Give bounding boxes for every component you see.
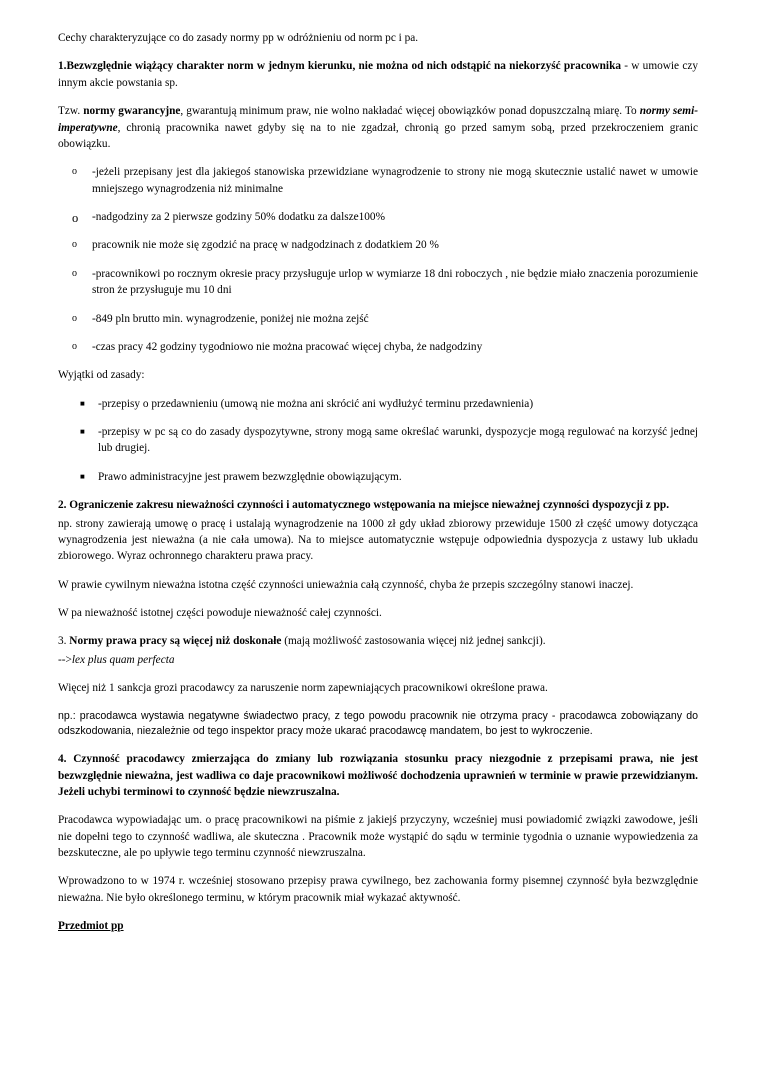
point-2-body: np. strony zawierają umowę o pracę i ustalają wynagrodzenie na 1000 zł gdy układ zbiorowy przewiduje 1500 zł część umowy dotycząca wynagrodzenia jest nieważna (a nie cała umowa). Na to miejsce automatycznie wstępuje odpowiednia dyspozycja z ustawy lub układu zbiorowego. Wyraz ochronnego charakteru prawa pracy.: [58, 517, 698, 563]
list-item-text: -pracownikowi po rocznym okresie pracy przysługuje urlop w wymiarze 18 dni roboczych , nie będzie miało znaczenia porozumienie stron że przysługuje mu 10 dni: [92, 267, 698, 297]
circle-bullet-icon: o: [72, 267, 77, 279]
list-item: [58, 209, 698, 225]
point-2-heading: [58, 497, 698, 513]
rok-1974-paragraph: Wprowadzono to w 1974 r. wcześniej stosowano przepisy prawa cywilnego, bez zachowania formy pisemnej czynność była bezwzględnie nieważna. Nie było określonego terminu, w którym pracownik miał wykazać aktywność.: [58, 875, 698, 904]
wyjatki-label: Wyjątki od zasady:: [58, 369, 145, 382]
wypowiadajac-paragraph: Pracodawca wypowiadając um. o pracę pracownikowi na piśmie z jakiejś przyczyny, wcześniej musi powiadomić związki zawodowe, jeśli nie dopełni tego to czynność wadliwa, ale skuteczna . Pracownik może wystąpić do sądu w terminie tygodnia o uznanie wypowiedzenia za bezskuteczne, ale po upływie tego terminu czynność niewzruszalna.: [58, 814, 698, 860]
square-bullet-icon: ■: [80, 471, 85, 481]
point-1-paragraph: [58, 58, 698, 91]
square-bullet-icon: ■: [80, 427, 85, 436]
list-item: [58, 339, 698, 355]
circle-bullet-list: [58, 164, 698, 355]
list-item-text: pracownik nie może się zgodzić na pracę w nadgodzinach z dodatkiem 20 %: [92, 239, 439, 252]
list-item: [58, 266, 698, 299]
list-item: [58, 469, 698, 485]
point-4-paragraph: [58, 751, 698, 800]
list-item: [58, 424, 698, 457]
point-3-bold-text: Normy prawa pracy są więcej niż doskonałe: [69, 635, 282, 648]
list-item: [58, 237, 698, 253]
point-4-bold-text: 4. Czynność pracodawcy zmierzająca do zmiany lub rozwiązania stosunku pracy niezgodnie z przepisami prawa, nie jest bezwzględnie nieważna, jest wadliwa co daje pracownikowi możliwość dochodzenia uprawnień w terminie w prawie przewidzianym. Jeżeli uchybi terminowi to czynność będzie niewzruszalna.: [58, 753, 698, 798]
point-1-bold-text: 1.Bezwzględnie wiążący charakter norm w jednym kierunku, nie można od nich odstąpić na niekorzyść pracownika: [58, 60, 622, 73]
list-item: [58, 396, 698, 412]
list-item-text: -przepisy o przedawnieniu (umową nie można ani skrócić ani wydłużyć terminu przedawnienia): [98, 397, 534, 410]
list-item-text: -nadgodziny za 2 pierwsze godziny 50% dodatku za dalsze100%: [92, 211, 385, 223]
gwarancyjne-bolditalic-1: normy semi-imperatywne: [58, 105, 698, 134]
list-item-text: -849 pln brutto min. wynagrodzenie, poniżej nie można zejść: [92, 312, 369, 325]
gwarancyjne-text-1: Tzw.: [58, 105, 84, 118]
gwarancyjne-text-3: , chronią pracownika nawet gdyby się na to nie zgadzał, chronią go przed samym sobą, przed przekroczeniem granic obowiązku.: [58, 121, 698, 150]
list-item: [58, 311, 698, 327]
circle-bullet-icon: o: [72, 166, 77, 178]
arrow-glyph: -->: [58, 653, 72, 666]
prawo-cywilne-paragraph: W prawie cywilnym nieważna istotna część czynności unieważnia całą czynność, chyba że przepis szczególny stanowi inaczej.: [58, 578, 634, 591]
list-item-text: Prawo administracyjne jest prawem bezwzględnie obowiązującym.: [98, 470, 402, 483]
gwarancyjne-paragraph: [58, 103, 698, 152]
prawo-pa-paragraph: W pa nieważność istotnej części powoduje nieważność całej czynności.: [58, 607, 382, 619]
square-bullet-icon: ■: [80, 398, 85, 408]
point-3-text-1: 3.: [58, 635, 70, 648]
list-item: [58, 164, 698, 197]
gwarancyjne-bold-1: normy gwarancyjne: [83, 105, 181, 118]
przedmiot-heading: [58, 918, 698, 934]
point-2-bold-text: 2. Ograniczenie zakresu nieważności czynności i automatycznego wstępowania na miejsce nieważnej czynności dyspozycji z pp.: [58, 499, 670, 512]
list-item-text: -jeżeli przepisany jest dla jakiegoś stanowiska przewidziane wynagrodzenie to strony nie mogą skutecznie ustalić nawet w umowie mniejszego wynagrodzenia niż minimalne: [92, 166, 698, 195]
intro-paragraph: Cechy charakteryzujące co do zasady normy pp w odróżnieniu od norm pc i pa.: [58, 32, 419, 44]
circle-bullet-icon: o: [72, 340, 77, 352]
point-3-paragraph: [58, 633, 698, 649]
point-3-latin-line: [58, 652, 698, 668]
sankcja-paragraph: Więcej niż 1 sankcja grozi pracodawcy za naruszenie norm zapewniających pracownikowi określone prawa.: [58, 682, 548, 695]
point-1-rest-text: - w umowie czy innym akcie powstania sp.: [58, 60, 698, 89]
list-item-text: -przepisy w pc są co do zasady dyspozytywne, strony mogą same określać warunki, dyspozycje mogą regulować na korzyść jednej lub drugiej.: [98, 426, 698, 455]
circle-bullet-icon: o: [72, 312, 77, 324]
circle-bullet-icon: o: [72, 239, 77, 251]
list-item-text: -czas pracy 42 godziny tygodniowo nie można pracować więcej chyba, że nadgodziny: [92, 340, 483, 353]
circle-bullet-icon: o: [72, 211, 79, 225]
przedmiot-heading-text: Przedmiot pp: [58, 920, 124, 933]
przyklad-paragraph: np.: pracodawca wystawia negatywne świadectwo pracy, z tego powodu pracownik nie otrzyma pracy - pracodawca zobowiązany do odszkodowania, niezależnie od tego inspektor pracy może ukarać pracodawcę mandatem, bo jest to wykroczenie.: [58, 709, 698, 737]
square-bullet-list: [58, 396, 698, 486]
lex-plus-quam-perfecta: lex plus quam perfecta: [71, 653, 175, 666]
gwarancyjne-text-2: , gwarantują minimum praw, nie wolno nakładać więcej obowiązków ponad dopuszczalną miarę. To: [180, 105, 640, 118]
point-3-text-2: (mają możliwość zastosowania więcej niż jednej sankcji).: [281, 635, 546, 648]
